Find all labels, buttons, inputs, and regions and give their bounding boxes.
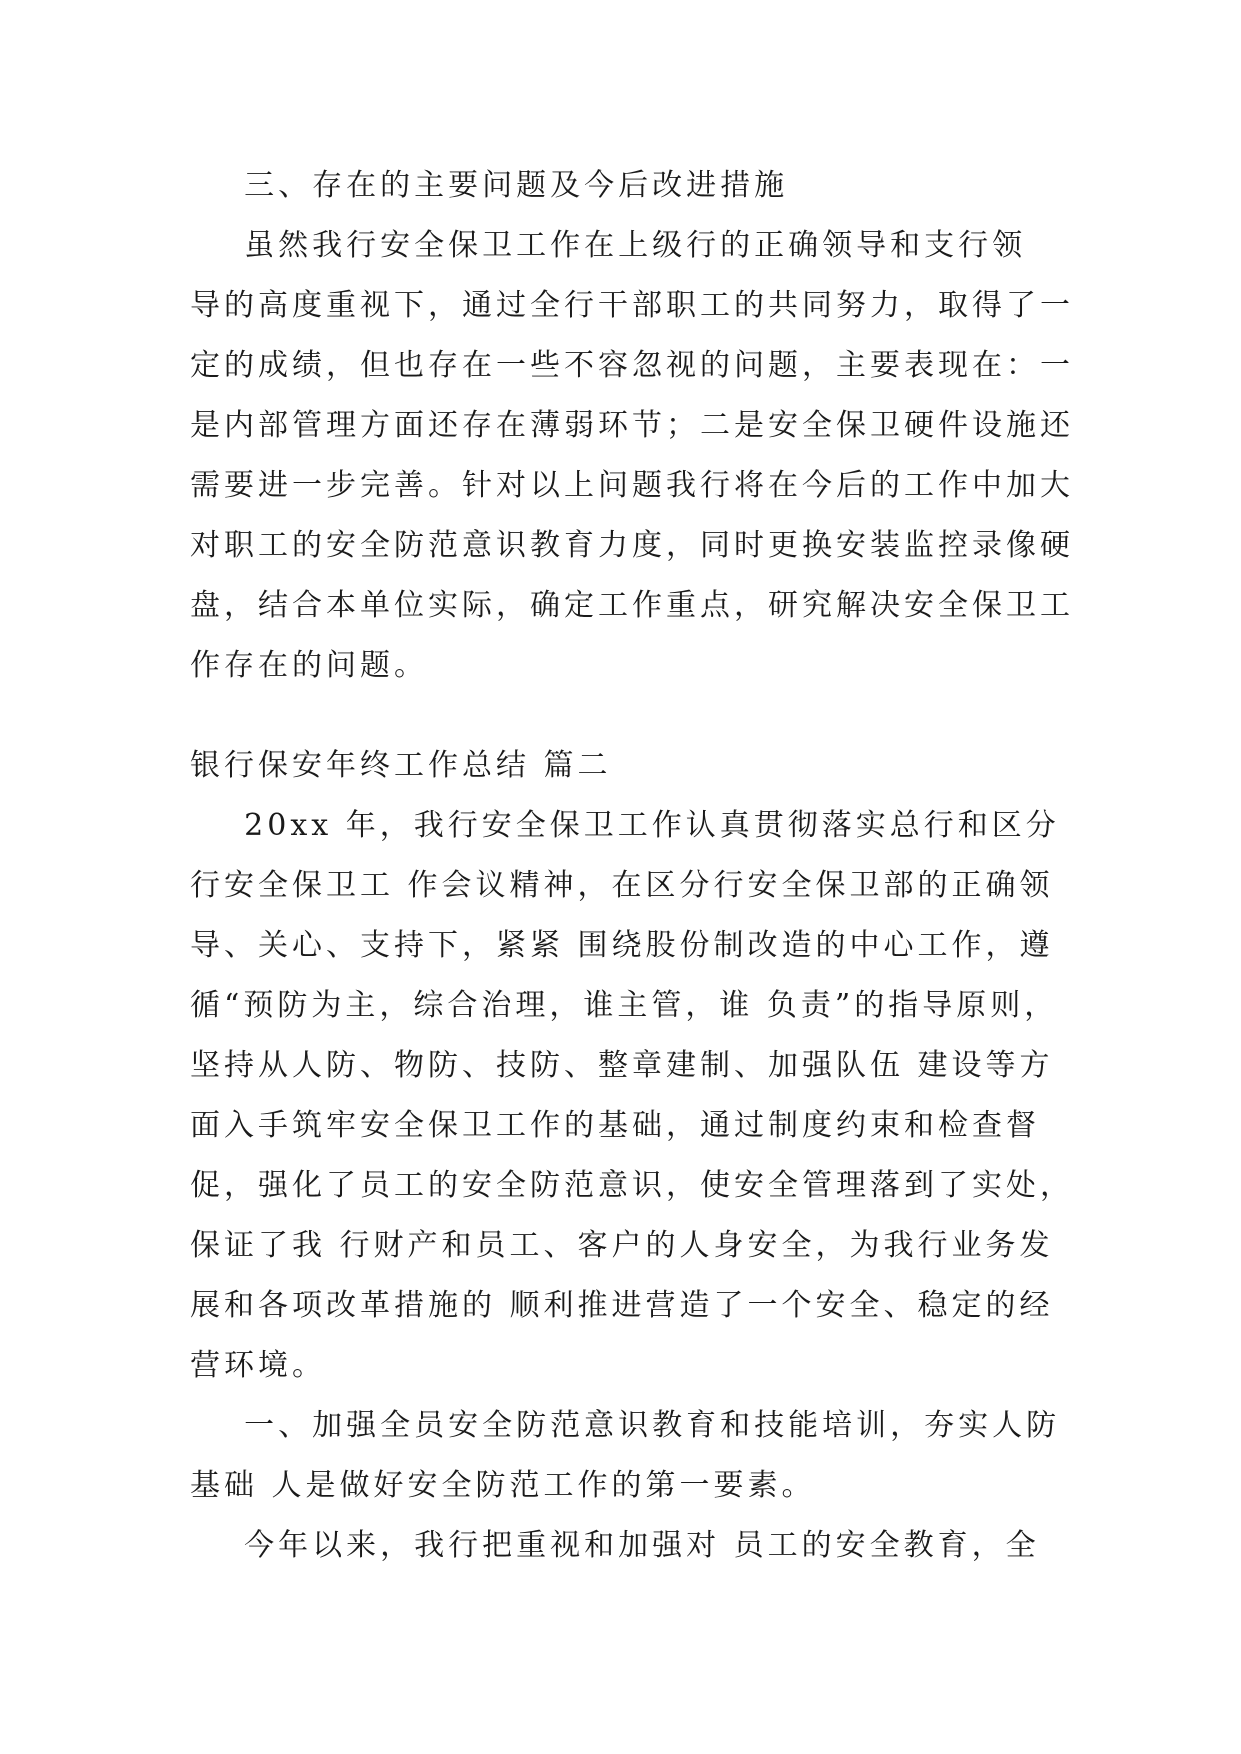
paragraph-line: 20xx 年，我行安全保卫工作认真贯彻落实总行和区分 [190,808,1060,843]
paragraph-line: 是内部管理方面还存在薄弱环节；二是安全保卫硬件设施还 [190,408,1074,443]
section-heading-3: 三、存在的主要问题及今后改进措施 [190,168,789,203]
paragraph-line: 面入手筑牢安全保卫工作的基础，通过制度约束和检查督 [190,1108,1040,1143]
paragraph-line: 虽然我行安全保卫工作在上级行的正确领导和支行领 [190,228,1027,263]
paragraph-line: 导的高度重视下，通过全行干部职工的共同努力，取得了一 [190,288,1074,323]
paragraph-line: 坚持从人防、物防、技防、整章建制、加强队伍 建设等方 [190,1048,1054,1083]
paragraph-line: 今年以来，我行把重视和加强对 员工的安全教育，全 [190,1528,1040,1563]
paragraph-line: 循“预防为主，综合治理，谁主管，谁 负责”的指导原则， [190,988,1059,1023]
paragraph-line: 展和各项改革措施的 顺利推进营造了一个安全、稳定的经 [190,1288,1054,1323]
paragraph-line: 定的成绩，但也存在一些不容忽视的问题，主要表现在：一 [190,348,1074,383]
paragraph-line: 保证了我 行财产和员工、客户的人身安全，为我行业务发 [190,1228,1054,1263]
paragraph-line: 需要进一步完善。针对以上问题我行将在今后的工作中加大 [190,468,1074,503]
article-title: 银行保安年终工作总结 篇二 [190,748,612,783]
section-heading-1: 一、加强全员安全防范意识教育和技能培训，夯实人防 [190,1408,1061,1443]
paragraph-line: 营环境。 [190,1348,326,1383]
paragraph-line: 作存在的问题。 [190,648,428,683]
paragraph-line: 对职工的安全防范意识教育力度，同时更换安装监控录像硬 [190,528,1074,563]
paragraph-line: 行安全保卫工 作会议精神，在区分行安全保卫部的正确领 [190,868,1054,903]
paragraph-line: 基础 人是做好安全防范工作的第一要素。 [190,1468,816,1503]
paragraph-line: 盘，结合本单位实际，确定工作重点，研究解决安全保卫工 [190,588,1074,623]
paragraph-line: 导、关心、支持下，紧紧 围绕股份制改造的中心工作，遵 [190,928,1054,963]
paragraph-line: 促，强化了员工的安全防范意识，使安全管理落到了实处， [190,1168,1074,1203]
